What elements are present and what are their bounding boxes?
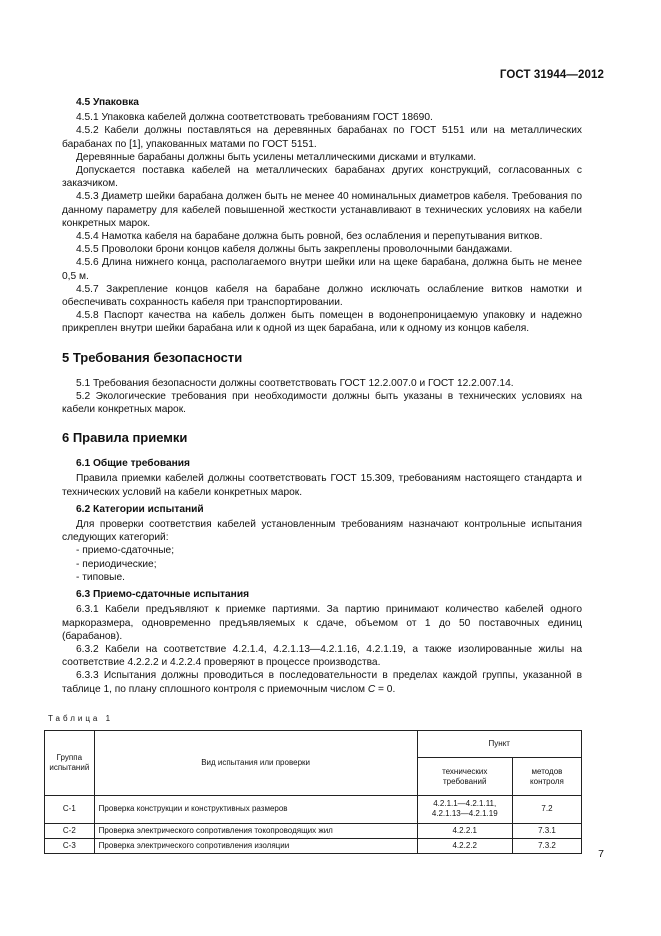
paragraph: 4.5.7 Закрепление концов кабеля на барабане должно исключать ослабление витков намотки и обеспечивать сохранность кабеля при транспортировании.: [62, 283, 582, 309]
document-header: ГОСТ 31944—2012: [499, 69, 604, 81]
paragraph: 4.5.8 Паспорт качества на кабель должен быть помещен в водонепроницаемую упаковку и надежно прикреплен внутри шейки барабана или к одной из щек барабана, или к одному из концов кабеля.: [62, 310, 582, 335]
paragraph: [62, 669, 582, 695]
table-caption: Таблица 1: [48, 713, 114, 723]
page-number: 7: [598, 848, 604, 860]
cell-type: Проверка конструкции и конструктивных размеров: [94, 795, 417, 823]
paragraph: 6.3.2 Кабели на соответствие 4.2.1.4, 4.2.1.13—4.2.1.16, 4.2.1.19, а также изолированные жилы на соответствие 4.2.2.2 и 4.2.2.4 проверяют в процессе производства.: [62, 643, 582, 669]
col-header-point: Пункт: [417, 730, 581, 757]
cell-tech: 4.2.2.2: [417, 838, 512, 853]
paragraph: 5.1 Требования безопасности должны соответствовать ГОСТ 12.2.007.0 и ГОСТ 12.2.007.14.: [76, 377, 514, 389]
col-header-type: Вид испытания или проверки: [94, 730, 417, 795]
cell-method: 7.3.1: [512, 823, 581, 838]
paragraph: 4.5.6 Длина нижнего конца, располагаемого внутри шейки или на щеке барабана, должна быть не менее 0,5 м.: [62, 257, 582, 282]
paragraph: Для проверки соответствия кабелей установленным требованиям назначают контрольные испытания следующих категорий:: [62, 519, 582, 544]
col-header-methods: методов контроля: [512, 758, 581, 796]
paragraph: 6.3.1 Кабели предъявляют к приемке партиями. За партию принимают количество кабелей одного маркоразмера, одновременно предъявляемых к сдаче, объемом от 1 до 50 поставочных единиц (барабанов).: [62, 604, 582, 642]
paragraph: Правила приемки кабелей должны соответствовать ГОСТ 15.309, требованиям настоящего стандарта и технических условий на кабели конкретных марок.: [62, 473, 582, 498]
subsection-heading-6-3: 6.3 Приемо-сдаточные испытания: [76, 589, 250, 601]
paragraph-text: 6.3.3 Испытания должны проводиться в последовательности в пределах каждой группы, указанной в таблице 1, по плану сплошного контроля с приемочным числом: [62, 670, 582, 695]
paragraph: 4.5.1 Упаковка кабелей должна соответствовать требованиям ГОСТ 18690.: [76, 112, 433, 124]
table-1: [44, 730, 582, 854]
variable-c: C: [367, 683, 376, 695]
col-header-tech: технических требований: [417, 758, 512, 796]
section-heading-6: 6 Правила приемки: [62, 430, 188, 446]
cell-group: С-3: [45, 838, 95, 853]
section-heading-5: 5 Требования безопасности: [62, 349, 243, 365]
section-heading-4-5: 4.5 Упаковка: [76, 97, 139, 108]
subsection-heading-6-2: 6.2 Категории испытаний: [76, 503, 204, 515]
list-item: - типовые.: [76, 571, 125, 583]
paragraph: 4.5.3 Диаметр шейки барабана должен быть не менее 40 номинальных диаметров кабеля. Требования по данному параметру для кабелей повышенной жесткости устанавливают в технических условиях на кабели конкретных марок.: [62, 191, 582, 229]
cell-group: С-2: [45, 823, 95, 838]
document-body: [48, 96, 582, 854]
paragraph: 4.5.5 Проволоки брони концов кабеля должны быть закреплены проволочными бандажами.: [76, 244, 513, 256]
paragraph: 4.5.2 Кабели должны поставляться на деревянных барабанах по ГОСТ 5151 или на металлических барабанах по [1], упакованных матами по ГОСТ 5151.: [62, 125, 582, 150]
cell-tech: 4.2.2.1: [417, 823, 512, 838]
paragraph: Деревянные барабаны должны быть усилены металлическими дисками и втулками.: [76, 151, 477, 163]
list-item: - приемо-сдаточные;: [76, 545, 175, 557]
paragraph-text: = 0.: [375, 683, 396, 695]
col-header-group: Группа испытаний: [45, 730, 95, 795]
table-row: [45, 795, 582, 823]
paragraph: 5.2 Экологические требования при необходимости должны быть указаны в технических условиях на кабели конкретных марок.: [62, 390, 582, 416]
paragraph: 4.5.4 Намотка кабеля на барабане должна быть ровной, без ослабления и перепутывания витков.: [76, 231, 543, 243]
list-item: - периодические;: [76, 558, 157, 570]
table-header-row: [45, 730, 582, 757]
table-row: [45, 823, 582, 838]
cell-type: Проверка электрического сопротивления токопроводящих жил: [94, 823, 417, 838]
paragraph: Допускается поставка кабелей на металлических барабанах других конструкций, согласованных с заказчиком.: [62, 165, 582, 190]
table-row: [45, 838, 582, 853]
cell-method: 7.2: [512, 795, 581, 823]
cell-method: 7.3.2: [512, 838, 581, 853]
cell-group: С-1: [45, 795, 95, 823]
cell-tech: 4.2.1.1—4.2.1.11, 4.2.1.13—4.2.1.19: [417, 795, 512, 823]
subsection-heading-6-1: 6.1 Общие требования: [76, 458, 190, 470]
cell-type: Проверка электрического сопротивления изоляции: [94, 838, 417, 853]
